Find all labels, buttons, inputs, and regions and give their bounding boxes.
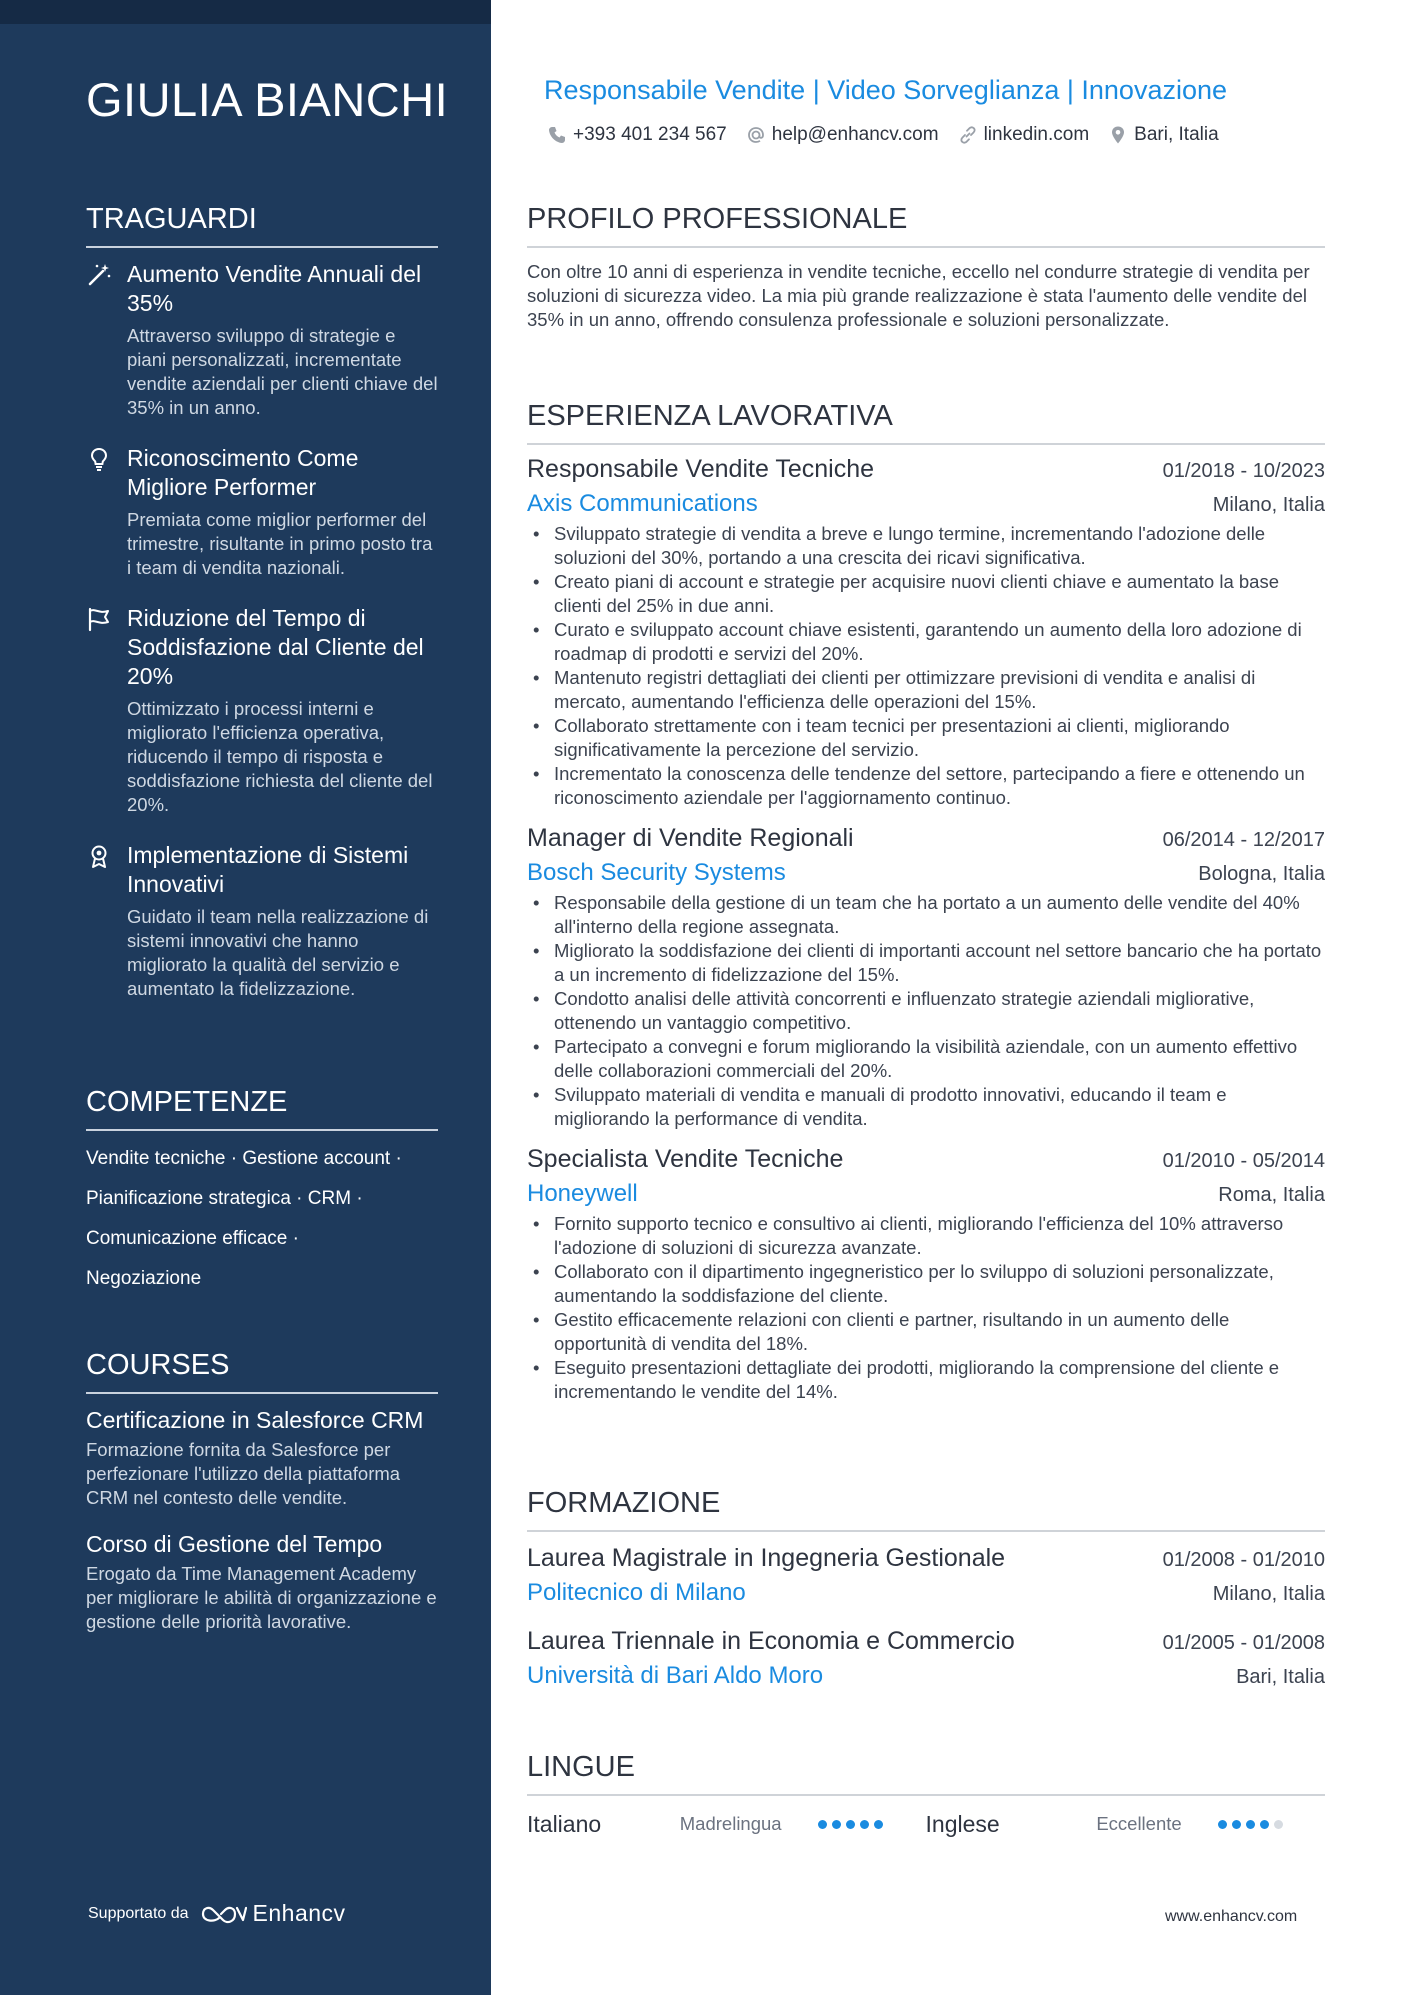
course-title: Corso di Gestione del Tempo (86, 1531, 383, 1557)
job-title: Specialista Vendite Tecniche (527, 1145, 844, 1173)
achievements-title: TRAGUARDI (86, 203, 438, 248)
candidate-name: GIULIA BIANCHI (86, 73, 449, 126)
skills-list (86, 1139, 438, 1299)
skill-line: Vendite tecniche · Gestione account · (86, 1148, 402, 1169)
rating-dot (1218, 1820, 1227, 1829)
achievement-description: Guidato il team nella realizzazione di sistemi innovativi che hanno migliorato la qualità del servizio e aumentato la fidelizzazione. (127, 906, 429, 999)
magic-wand-icon (86, 262, 112, 288)
contact-phone (547, 124, 727, 146)
location-text: Bari, Italia (1134, 124, 1219, 145)
school-location: Milano, Italia (1212, 1583, 1325, 1605)
main-content (527, 0, 1325, 1995)
skill-line: Pianificazione strategica · CRM · (86, 1188, 363, 1209)
rating-dot (818, 1820, 827, 1829)
phone-number: +393 401 234 567 (573, 124, 727, 145)
company-name: Honeywell (527, 1180, 638, 1207)
contact-email[interactable] (746, 124, 939, 146)
powered-by-label: Supportato da (88, 1904, 189, 1922)
location-pin-icon (1108, 125, 1128, 145)
course-title: Certificazione in Salesforce CRM (86, 1407, 424, 1433)
language-name: Inglese (925, 1810, 1000, 1837)
profile-summary: Con oltre 10 anni di esperienza in vendite tecniche, eccello nel condurre strategie di vendita per soluzioni di sicurezza video. La mia più grande realizzazione è stata l'aumento delle vendite del 35% in un anno, offrendo consulenza professionale e soluzioni personalizzate. (527, 261, 1310, 330)
course-description: Erogato da Time Management Academy per migliorare le abilità di organizzazione e gestione delle priorità lavorative. (86, 1563, 437, 1632)
achievements-section (86, 203, 438, 1001)
job-bullet: • Mantenuto registri dettagliati dei clienti per ottimizzare previsioni di vendita e analisi di mercato, aumentando l'efficienza delle operazioni del 15%. (527, 666, 1325, 714)
skills-title: COMPETENZE (86, 1086, 438, 1131)
school-name: Università di Bari Aldo Moro (527, 1662, 824, 1689)
job-bullet: • Fornito supporto tecnico e consultivo ai clienti, migliorando l'efficienza del 10% attraverso l'adozione di soluzioni di sicurezza avanzate. (527, 1212, 1325, 1260)
rating-dot (874, 1820, 883, 1829)
job-bullet: • Partecipato a convegni e forum migliorando la visibilità aziendale, con un aumento effettivo delle collaborazioni commerciali del 20%. (527, 1035, 1325, 1083)
achievement-item (86, 604, 438, 817)
experience-title: ESPERIENZA LAVORATIVA (527, 400, 1325, 445)
experience-section (527, 400, 1325, 1404)
contact-linkedin[interactable] (958, 124, 1090, 146)
contact-bar (547, 124, 1238, 146)
rating-dot (1274, 1820, 1283, 1829)
sidebar (0, 0, 491, 1995)
job-bullet: • Sviluppato materiali di vendita e manuali di prodotto innovativi, educando il team e migliorando la performance di vendita. (527, 1083, 1325, 1131)
degree-title: Laurea Triennale in Economia e Commercio (527, 1627, 1015, 1655)
job-dates: 01/2010 - 05/2014 (1162, 1150, 1325, 1172)
skill-line: Comunicazione efficace · (86, 1228, 299, 1249)
linkedin-link: linkedin.com (983, 124, 1090, 145)
job-location: Roma, Italia (1218, 1184, 1325, 1206)
job-entry (527, 455, 1325, 810)
contact-location (1108, 124, 1218, 146)
job-bullet: • Eseguito presentazioni dettagliate dei prodotti, migliorando la comprensione del cliente e incrementando le vendite del 14%. (527, 1356, 1325, 1404)
brand-name: Enhancv (252, 1900, 346, 1926)
language-level: Madrelingua (679, 1813, 782, 1834)
achievement-title: Aumento Vendite Annuali del 35% (127, 261, 422, 316)
rating-dot (1260, 1820, 1269, 1829)
course-item (86, 1406, 438, 1510)
school-location: Bari, Italia (1236, 1666, 1325, 1688)
languages-section (527, 1751, 1325, 1840)
education-section (527, 1487, 1325, 1690)
rating-dot (1232, 1820, 1241, 1829)
education-entry (527, 1544, 1325, 1607)
at-icon (746, 125, 766, 145)
achievement-title: Implementazione di Sistemi Innovativi (127, 842, 409, 897)
achievement-description: Attraverso sviluppo di strategie e piani personalizzati, incrementate vendite aziendali per clienti chiave del 35% in un anno. (127, 325, 438, 418)
achievement-title: Riduzione del Tempo di Soddisfazione dal Cliente del 20% (127, 605, 424, 689)
languages-row (527, 1808, 1325, 1840)
award-icon (86, 843, 112, 869)
job-bullet: • Collaborato strettamente con i team tecnici per presentazioni ai clienti, migliorando significativamente la percezione del servizio. (527, 714, 1325, 762)
company-name: Axis Communications (527, 490, 758, 517)
job-location: Milano, Italia (1212, 494, 1325, 516)
email-address: help@enhancv.com (771, 124, 939, 145)
language-name: Italiano (527, 1810, 602, 1837)
job-entry (527, 824, 1325, 1131)
language-rating (1218, 1820, 1325, 1829)
headline: Responsabile Vendite | Video Sorveglianza | Innovazione (544, 75, 1228, 105)
language-level: Eccellente (1096, 1813, 1182, 1834)
skills-section (86, 1086, 438, 1299)
course-item (86, 1530, 438, 1634)
lightbulb-icon (86, 446, 112, 472)
job-title: Responsabile Vendite Tecniche (527, 455, 875, 483)
job-bullet: • Gestito efficacemente relazioni con clienti e partner, risultando in un aumento delle opportunità di vendita del 18%. (527, 1308, 1325, 1356)
phone-icon (547, 125, 567, 145)
enhancv-logo-icon (199, 1902, 247, 1926)
sidebar-top-bar (0, 0, 491, 24)
job-location: Bologna, Italia (1198, 863, 1325, 885)
achievement-description: Ottimizzato i processi interni e migliorato l'efficienza operativa, riducendo il tempo di risposta e soddisfazione richiesta del cliente del 20%. (127, 698, 433, 815)
language-rating (818, 1820, 925, 1829)
flag-icon (86, 606, 112, 632)
job-bullet: • Responsabile della gestione di un team che ha portato a un aumento delle vendite del 40% all'interno della regione assegnata. (527, 891, 1325, 939)
link-icon (958, 125, 978, 145)
job-bullet: • Migliorato la soddisfazione dei clienti di importanti account nel settore bancario che ha portato a un incremento di fidelizzazione del 15%. (527, 939, 1325, 987)
job-bullets (527, 1212, 1325, 1404)
education-entry (527, 1627, 1325, 1690)
job-bullet: • Creato piani di account e strategie per acquisire nuovi clienti chiave e aumentato la base clienti del 25% in due anni. (527, 570, 1325, 618)
website-link[interactable]: www.enhancv.com (1165, 1908, 1298, 1925)
education-dates: 01/2005 - 01/2008 (1162, 1632, 1325, 1654)
rating-dot (860, 1820, 869, 1829)
powered-by (88, 1900, 346, 1927)
achievement-item (86, 260, 438, 420)
job-bullet: • Condotto analisi delle attività concorrenti e influenzato strategie aziendali migliorative, ottenendo un vantaggio competitivo. (527, 987, 1325, 1035)
job-bullets (527, 522, 1325, 810)
achievement-item (86, 444, 438, 580)
job-dates: 06/2014 - 12/2017 (1162, 829, 1325, 851)
achievement-item (86, 841, 438, 1001)
job-dates: 01/2018 - 10/2023 (1162, 460, 1325, 482)
job-bullets (527, 891, 1325, 1131)
profile-section (527, 203, 1325, 332)
profile-title: PROFILO PROFESSIONALE (527, 203, 1325, 248)
rating-dot (1246, 1820, 1255, 1829)
job-bullet: • Sviluppato strategie di vendita a breve e lungo termine, incrementando l'adozione delle soluzioni del 30%, portando a una crescita dei ricavi significativa. (527, 522, 1325, 570)
courses-section (86, 1349, 438, 1634)
course-description: Formazione fornita da Salesforce per perfezionare l'utilizzo della piattaforma CRM nel contesto delle vendite. (86, 1439, 401, 1508)
job-entry (527, 1145, 1325, 1404)
degree-title: Laurea Magistrale in Ingegneria Gestionale (527, 1544, 1006, 1572)
job-bullet: • Curato e sviluppato account chiave esistenti, garantendo un aumento della loro adozione di roadmap di prodotti e servizi del 20%. (527, 618, 1325, 666)
education-title: FORMAZIONE (527, 1487, 1325, 1532)
job-bullet: • Collaborato con il dipartimento ingegneristico per lo sviluppo di soluzioni personalizzate, aumentando la soddisfazione del cliente. (527, 1260, 1325, 1308)
rating-dot (846, 1820, 855, 1829)
company-name: Bosch Security Systems (527, 859, 786, 886)
rating-dot (832, 1820, 841, 1829)
job-title: Manager di Vendite Regionali (527, 824, 854, 852)
achievement-description: Premiata come miglior performer del trimestre, risultante in primo posto tra i team di vendita nazionali. (127, 509, 433, 578)
achievement-title: Riconoscimento Come Migliore Performer (127, 445, 359, 500)
courses-title: COURSES (86, 1349, 438, 1394)
school-name: Politecnico di Milano (527, 1579, 746, 1606)
skill-line: Negoziazione (86, 1268, 202, 1289)
job-bullet: • Incrementato la conoscenza delle tendenze del settore, partecipando a fiere e ottenendo un riconoscimento aziendale per l'aggiornamento continuo. (527, 762, 1325, 810)
languages-title: LINGUE (527, 1751, 1325, 1796)
education-dates: 01/2008 - 01/2010 (1162, 1549, 1325, 1571)
